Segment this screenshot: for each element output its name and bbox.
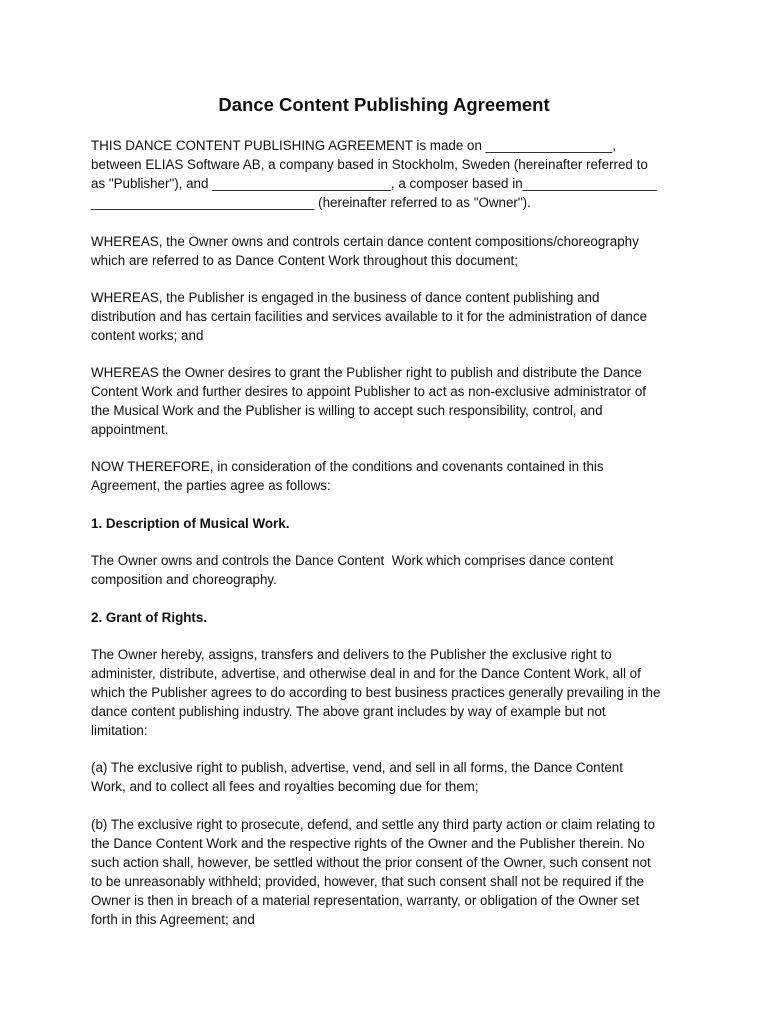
whereas-3-line: the Musical Work and the Publisher is willing to accept such responsibility, control, and <box>91 403 603 418</box>
whereas-paragraph-3 <box>91 363 691 439</box>
clause-b-paragraph <box>91 815 691 929</box>
section-2-body <box>91 645 691 740</box>
section-2-heading-text: 2. Grant of Rights. <box>91 610 208 625</box>
clause-b-line: Owner is then in breach of a material representation, warranty, or obligation of the Owner set <box>91 893 640 908</box>
section-1-heading <box>91 514 691 533</box>
whereas-2-line: distribution and has certain facilities and services available to it for the administration of dance <box>91 309 648 324</box>
now-therefore-line: Agreement, the parties agree as follows: <box>91 478 331 493</box>
clause-a-line: Work, and to collect all fees and royalties becoming due for them; <box>91 779 479 794</box>
intro-line: THIS DANCE CONTENT PUBLISHING AGREEMENT is made on _________________, <box>91 138 616 153</box>
whereas-3-line: appointment. <box>91 422 169 437</box>
intro-paragraph <box>91 136 691 212</box>
clause-b-line: such action shall, however, be settled without the prior consent of the Owner, such consent not <box>91 855 651 870</box>
section-2-line: which the Publisher agrees to do according to best business practices generally prevailing in the <box>91 685 661 700</box>
section-2-line: dance content publishing industry. The above grant includes by way of example but not <box>91 704 606 719</box>
section-1-body <box>91 551 691 589</box>
document-title: Dance Content Publishing Agreement <box>218 94 550 115</box>
whereas-2-line: WHEREAS, the Publisher is engaged in the business of dance content publishing and <box>91 290 600 305</box>
whereas-paragraph-2 <box>91 288 691 345</box>
clause-b-line: the Dance Content Work and the respective rights of the Owner and the Publisher therein. No <box>91 836 645 851</box>
now-therefore-paragraph <box>91 457 691 495</box>
section-1-line: The Owner owns and controls the Dance Content Work which comprises dance content <box>91 553 614 568</box>
clause-b-line: to be unreasonably withheld; provided, however, that such consent shall not be required if the <box>91 874 645 889</box>
section-1-line: composition and choreography. <box>91 572 277 587</box>
whereas-paragraph-1 <box>91 232 691 270</box>
section-2-line: administer, distribute, advertise, and otherwise deal in and for the Dance Content Work, all of <box>91 666 641 681</box>
section-2-heading <box>91 608 691 627</box>
now-therefore-line: NOW THEREFORE, in consideration of the conditions and covenants contained in this <box>91 459 604 474</box>
intro-line: ______________________________ (hereinafter referred to as "Owner"). <box>91 195 531 210</box>
clause-b-line: forth in this Agreement; and <box>91 912 255 927</box>
whereas-1-line: which are referred to as Dance Content Work throughout this document; <box>91 253 518 268</box>
clause-a-paragraph <box>91 758 691 796</box>
clause-b-line: (b) The exclusive right to prosecute, defend, and settle any third party action or claim relating to <box>91 817 655 832</box>
clause-a-line: (a) The exclusive right to publish, advertise, vend, and sell in all forms, the Dance Content <box>91 760 623 775</box>
whereas-1-line: WHEREAS, the Owner owns and controls certain dance content compositions/choreography <box>91 234 639 249</box>
section-1-heading-text: 1. Description of Musical Work. <box>91 516 290 531</box>
whereas-3-line: Content Work and further desires to appoint Publisher to act as non-exclusive administrator of <box>91 384 647 399</box>
section-2-line: The Owner hereby, assigns, transfers and delivers to the Publisher the exclusive right to <box>91 647 612 662</box>
whereas-3-line: WHEREAS the Owner desires to grant the Publisher right to publish and distribute the Dance <box>91 365 642 380</box>
whereas-2-line: content works; and <box>91 328 204 343</box>
intro-line: between ELIAS Software AB, a company based in Stockholm, Sweden (hereinafter referred to <box>91 157 648 172</box>
intro-line: as "Publisher"), and ________________________, a composer based in__________________ <box>91 176 657 191</box>
section-2-line: limitation: <box>91 723 148 738</box>
